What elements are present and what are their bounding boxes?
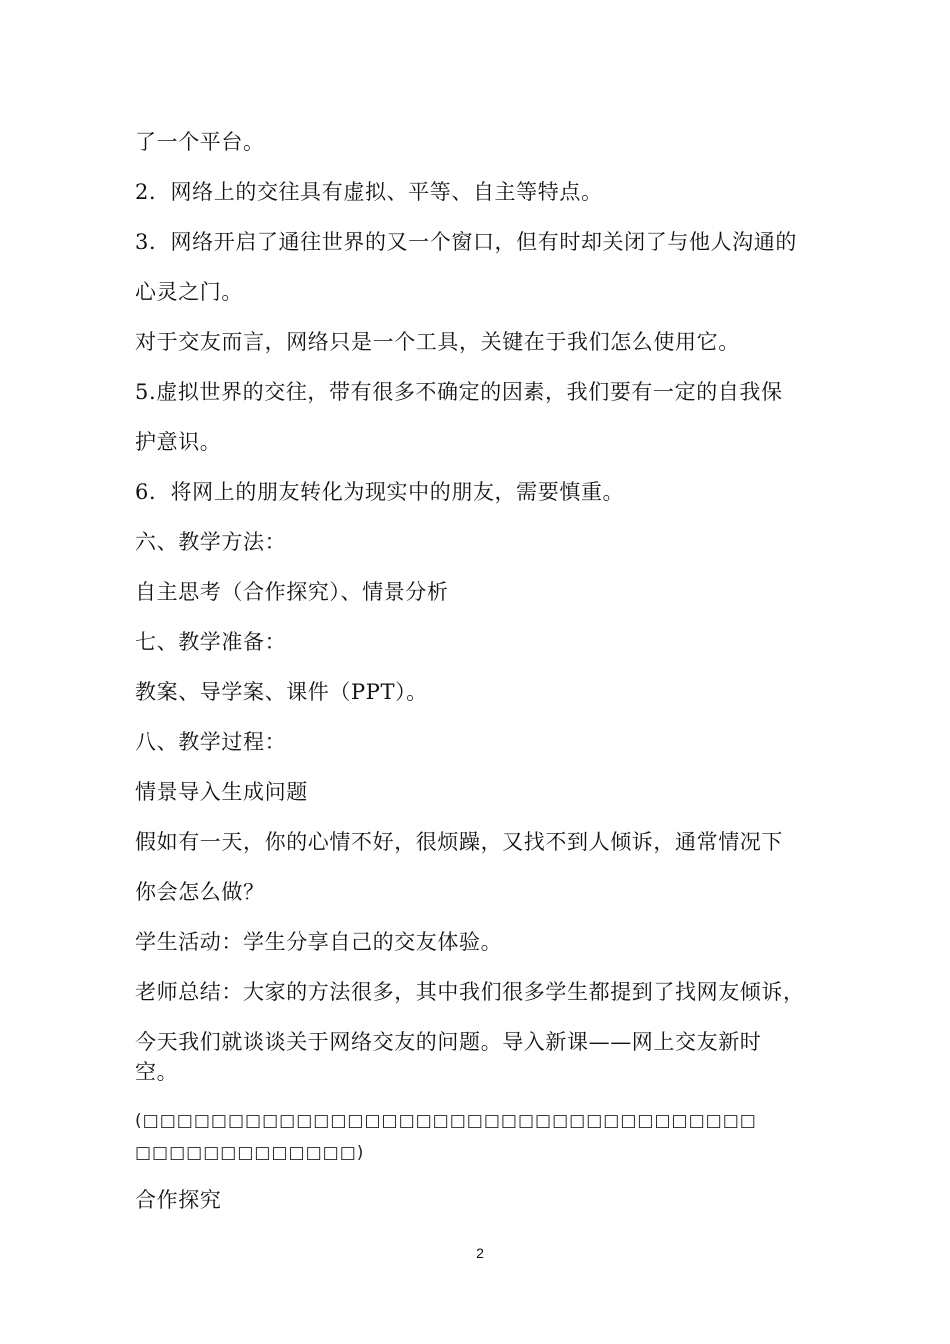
text-line: 情景导入生成问题	[135, 780, 308, 804]
text-line: 空。	[135, 1060, 179, 1084]
text-line: 心灵之门。	[135, 280, 243, 304]
section-heading: 七、教学准备：	[135, 630, 287, 654]
text-line: 3．网络开启了通往世界的又一个窗口，但有时却关闭了与他人沟通的	[135, 230, 797, 254]
section-heading: 八、教学过程：	[135, 730, 287, 754]
text-line: 你会怎么做？	[135, 880, 265, 904]
text-line: 假如有一天，你的心情不好，很烦躁，又找不到人倾诉，通常情况下	[135, 830, 783, 854]
text-line: 自主思考（合作探究）、情景分析	[135, 580, 449, 604]
text-line: 护意识。	[135, 430, 222, 454]
text-line: 学生活动：学生分享自己的交友体验。	[135, 930, 503, 954]
text-line: 6．将网上的朋友转化为现实中的朋友，需要慎重。	[135, 480, 625, 504]
text-line: 老师总结：大家的方法很多，其中我们很多学生都提到了找网友倾诉，	[135, 980, 805, 1004]
garbled-note-line: □□□□□□□□□□□□□)	[135, 1143, 365, 1163]
page-number: 2	[476, 1245, 484, 1261]
text-line: 5.虚拟世界的交往，带有很多不确定的因素，我们要有一定的自我保	[135, 380, 783, 404]
text-line: 2．网络上的交往具有虚拟、平等、自主等特点。	[135, 180, 603, 204]
section-heading: 六、教学方法：	[135, 530, 287, 554]
text-line: 对于交友而言，网络只是一个工具，关键在于我们怎么使用它。	[135, 330, 740, 354]
garbled-note-line: (□□□□□□□□□□□□□□□□□□□□□□□□□□□□□□□□□□□□	[135, 1111, 757, 1131]
text-line: 教案、导学案、课件（PPT）。	[135, 680, 428, 704]
text-line: 今天我们就谈谈关于网络交友的问题。导入新课——网上交友新时	[135, 1030, 762, 1054]
text-line: 了一个平台。	[135, 130, 265, 154]
text-line: 合作探究	[135, 1188, 222, 1212]
